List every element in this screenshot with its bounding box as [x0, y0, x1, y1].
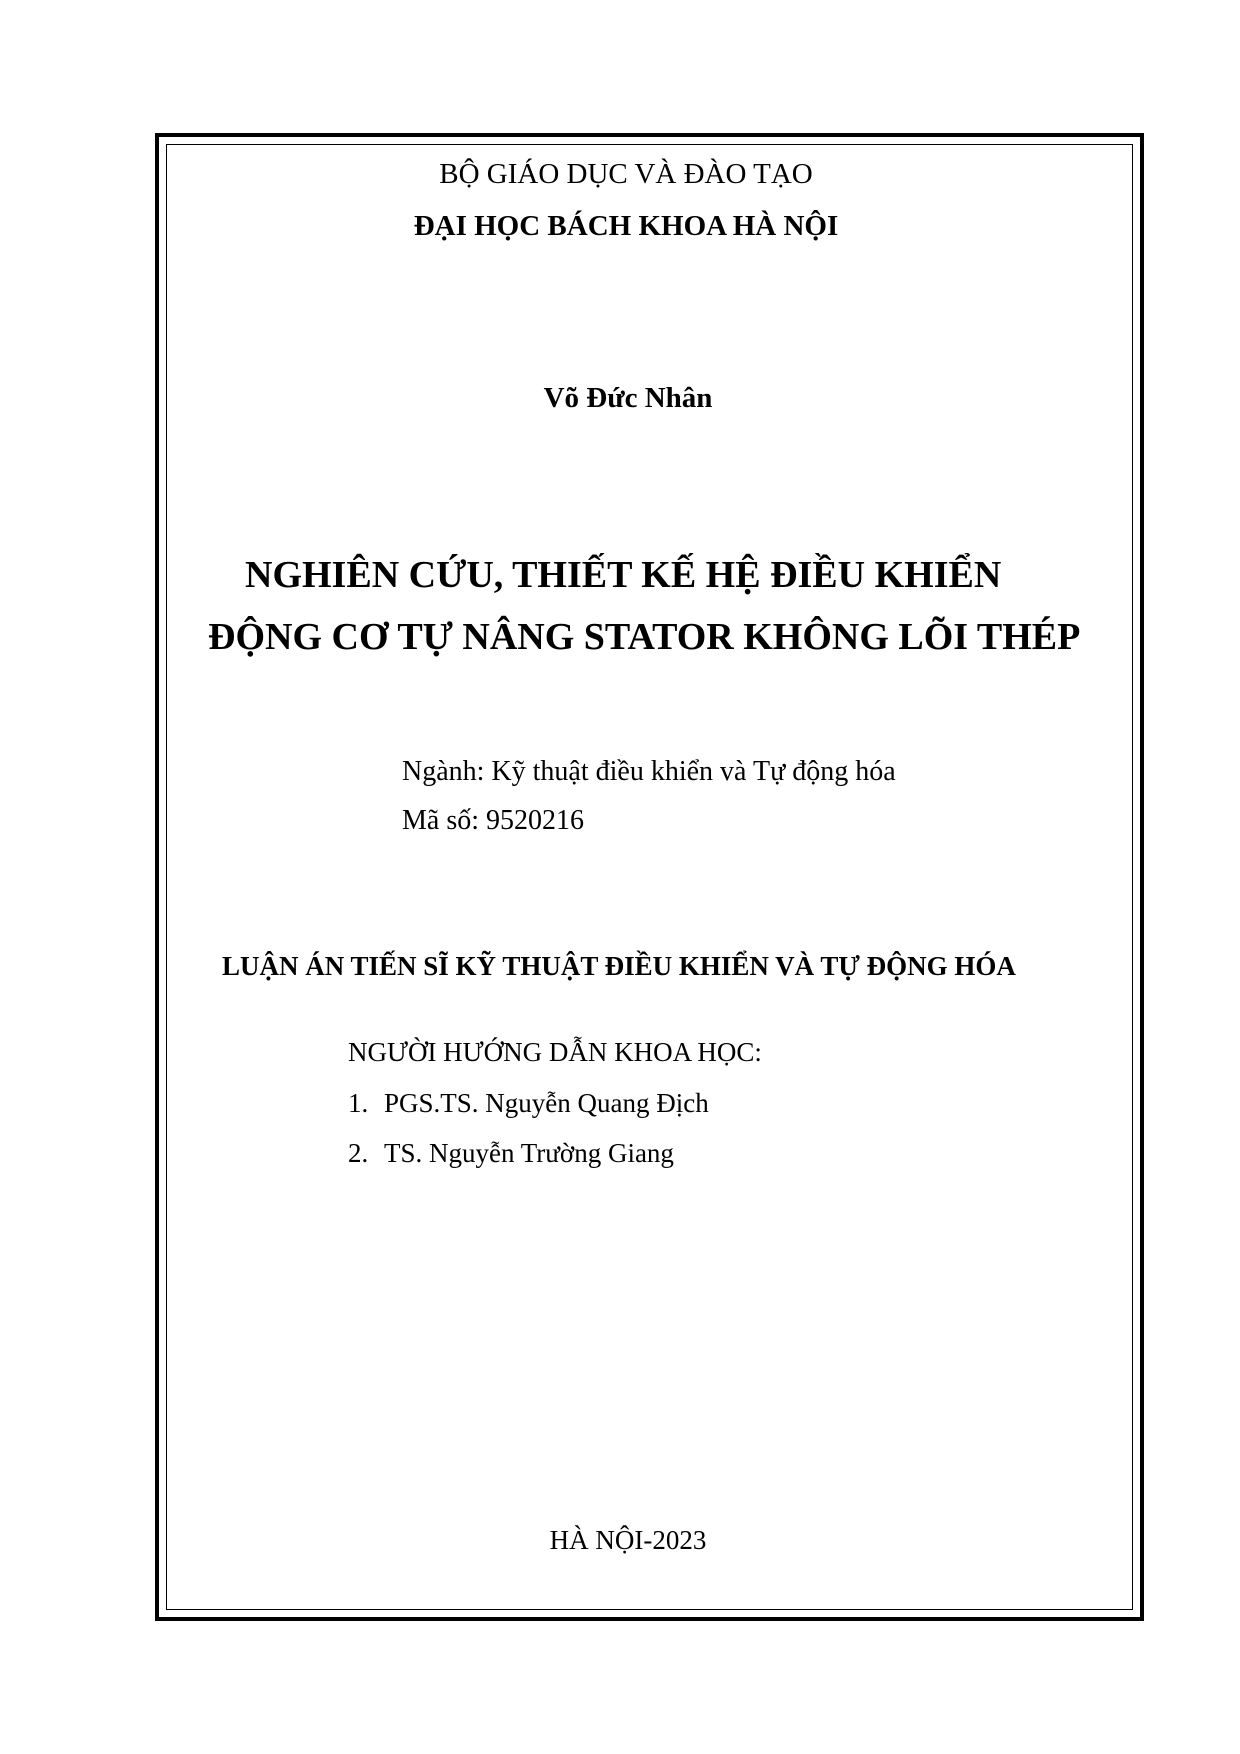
advisor-item — [348, 1090, 709, 1117]
degree-title: LUẬN ÁN TIẾN SĨ KỸ THUẬT ĐIỀU KHIỂN VÀ TỰ ĐỘNG HÓA — [222, 951, 1016, 981]
advisor-name: PGS.TS. Nguyễn Quang Địch — [384, 1088, 709, 1118]
page-border-inner — [166, 144, 1133, 1610]
program-code: Mã số: 9520216 — [402, 805, 584, 836]
thesis-title-line-1: NGHIÊN CỨU, THIẾT KẾ HỆ ĐIỀU KHIỂN — [245, 554, 1002, 596]
advisor-number: 1. — [348, 1088, 369, 1118]
field-of-study: Ngành: Kỹ thuật điều khiển và Tự động hóa — [402, 756, 896, 787]
ministry-name: BỘ GIÁO DỤC VÀ ĐÀO TẠO — [439, 158, 813, 190]
place-and-year: HÀ NỘI-2023 — [549, 1525, 707, 1555]
advisor-name: TS. Nguyễn Trường Giang — [384, 1138, 674, 1168]
thesis-title-line-2: ĐỘNG CƠ TỰ NÂNG STATOR KHÔNG LÕI THÉP — [208, 616, 1081, 658]
advisor-number: 2. — [348, 1138, 369, 1168]
university-name: ĐẠI HỌC BÁCH KHOA HÀ NỘI — [413, 210, 839, 242]
author-name: Võ Đức Nhân — [543, 382, 713, 414]
advisor-item — [348, 1140, 674, 1167]
advisors-heading: NGƯỜI HƯỚNG DẪN KHOA HỌC: — [348, 1037, 762, 1067]
